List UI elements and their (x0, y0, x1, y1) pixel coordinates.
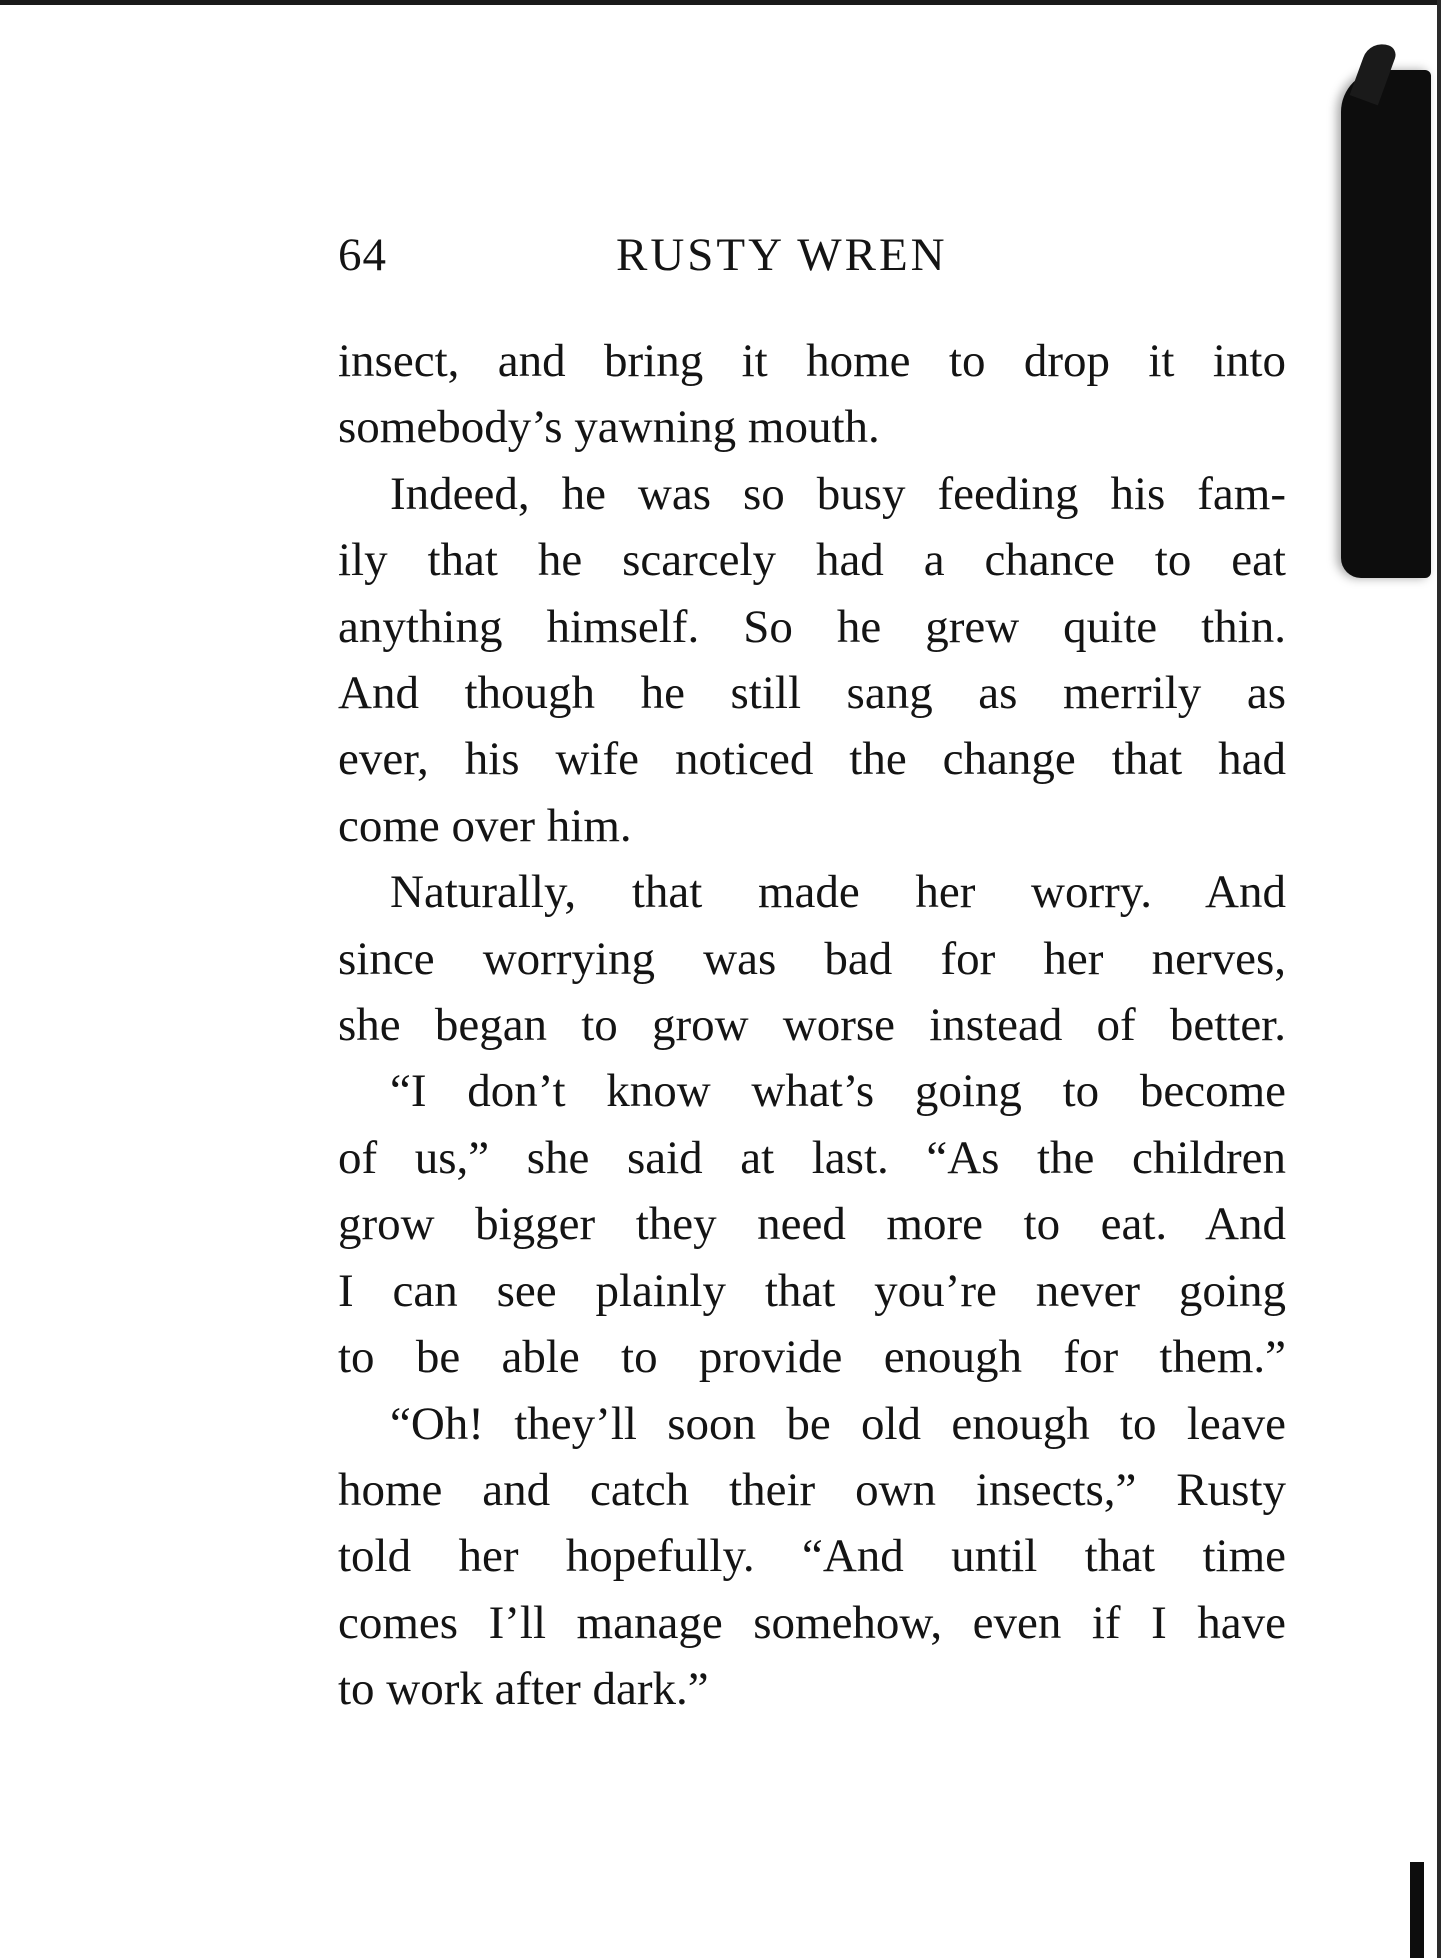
scan-right-edge (1437, 0, 1441, 1958)
text-line: she began to grow worse instead of better. (338, 999, 1286, 1052)
text-line: grow bigger they need more to eat. And (338, 1198, 1286, 1251)
text-line: told her hopefully. “And until that time (338, 1530, 1286, 1583)
text-line: “I don’t know what’s going to become (390, 1065, 1286, 1118)
text-line: ever, his wife noticed the change that had (338, 733, 1286, 786)
text-line: Indeed, he was so busy feeding his fam- (390, 467, 1286, 520)
scan-edge-mark (1410, 1862, 1424, 1958)
text-line: comes I’ll manage somehow, even if I have (338, 1596, 1286, 1649)
text-line: come over him. (338, 799, 632, 852)
text-line: ily that he scarcely had a chance to eat (338, 534, 1286, 587)
text-line: insect, and bring it home to drop it into (338, 335, 1286, 387)
running-head (338, 228, 1288, 298)
text-line: And though he still sang as merrily as (338, 667, 1286, 720)
text-line: to work after dark.” (338, 1663, 709, 1716)
text-line: Naturally, that made her worry. And (390, 866, 1286, 919)
scan-edge-shadow (1341, 70, 1431, 578)
running-title: RUSTY WREN (616, 229, 948, 281)
text-line: anything himself. So he grew quite thin. (338, 600, 1286, 653)
text-line: “Oh! they’ll soon be old enough to leave (390, 1397, 1286, 1450)
text-line: of us,” she said at last. “As the children (338, 1131, 1286, 1184)
text-line: since worrying was bad for her nerves, (338, 932, 1286, 985)
page-number: 64 (338, 229, 387, 281)
text-line: somebody’s yawning mouth. (338, 401, 880, 454)
body-text (338, 328, 1286, 1723)
text-line: I can see plainly that you’re never going (338, 1264, 1286, 1317)
text-line: home and catch their own insects,” Rusty (338, 1463, 1286, 1516)
scan-top-edge (0, 0, 1441, 5)
text-line: to be able to provide enough for them.” (338, 1331, 1286, 1384)
